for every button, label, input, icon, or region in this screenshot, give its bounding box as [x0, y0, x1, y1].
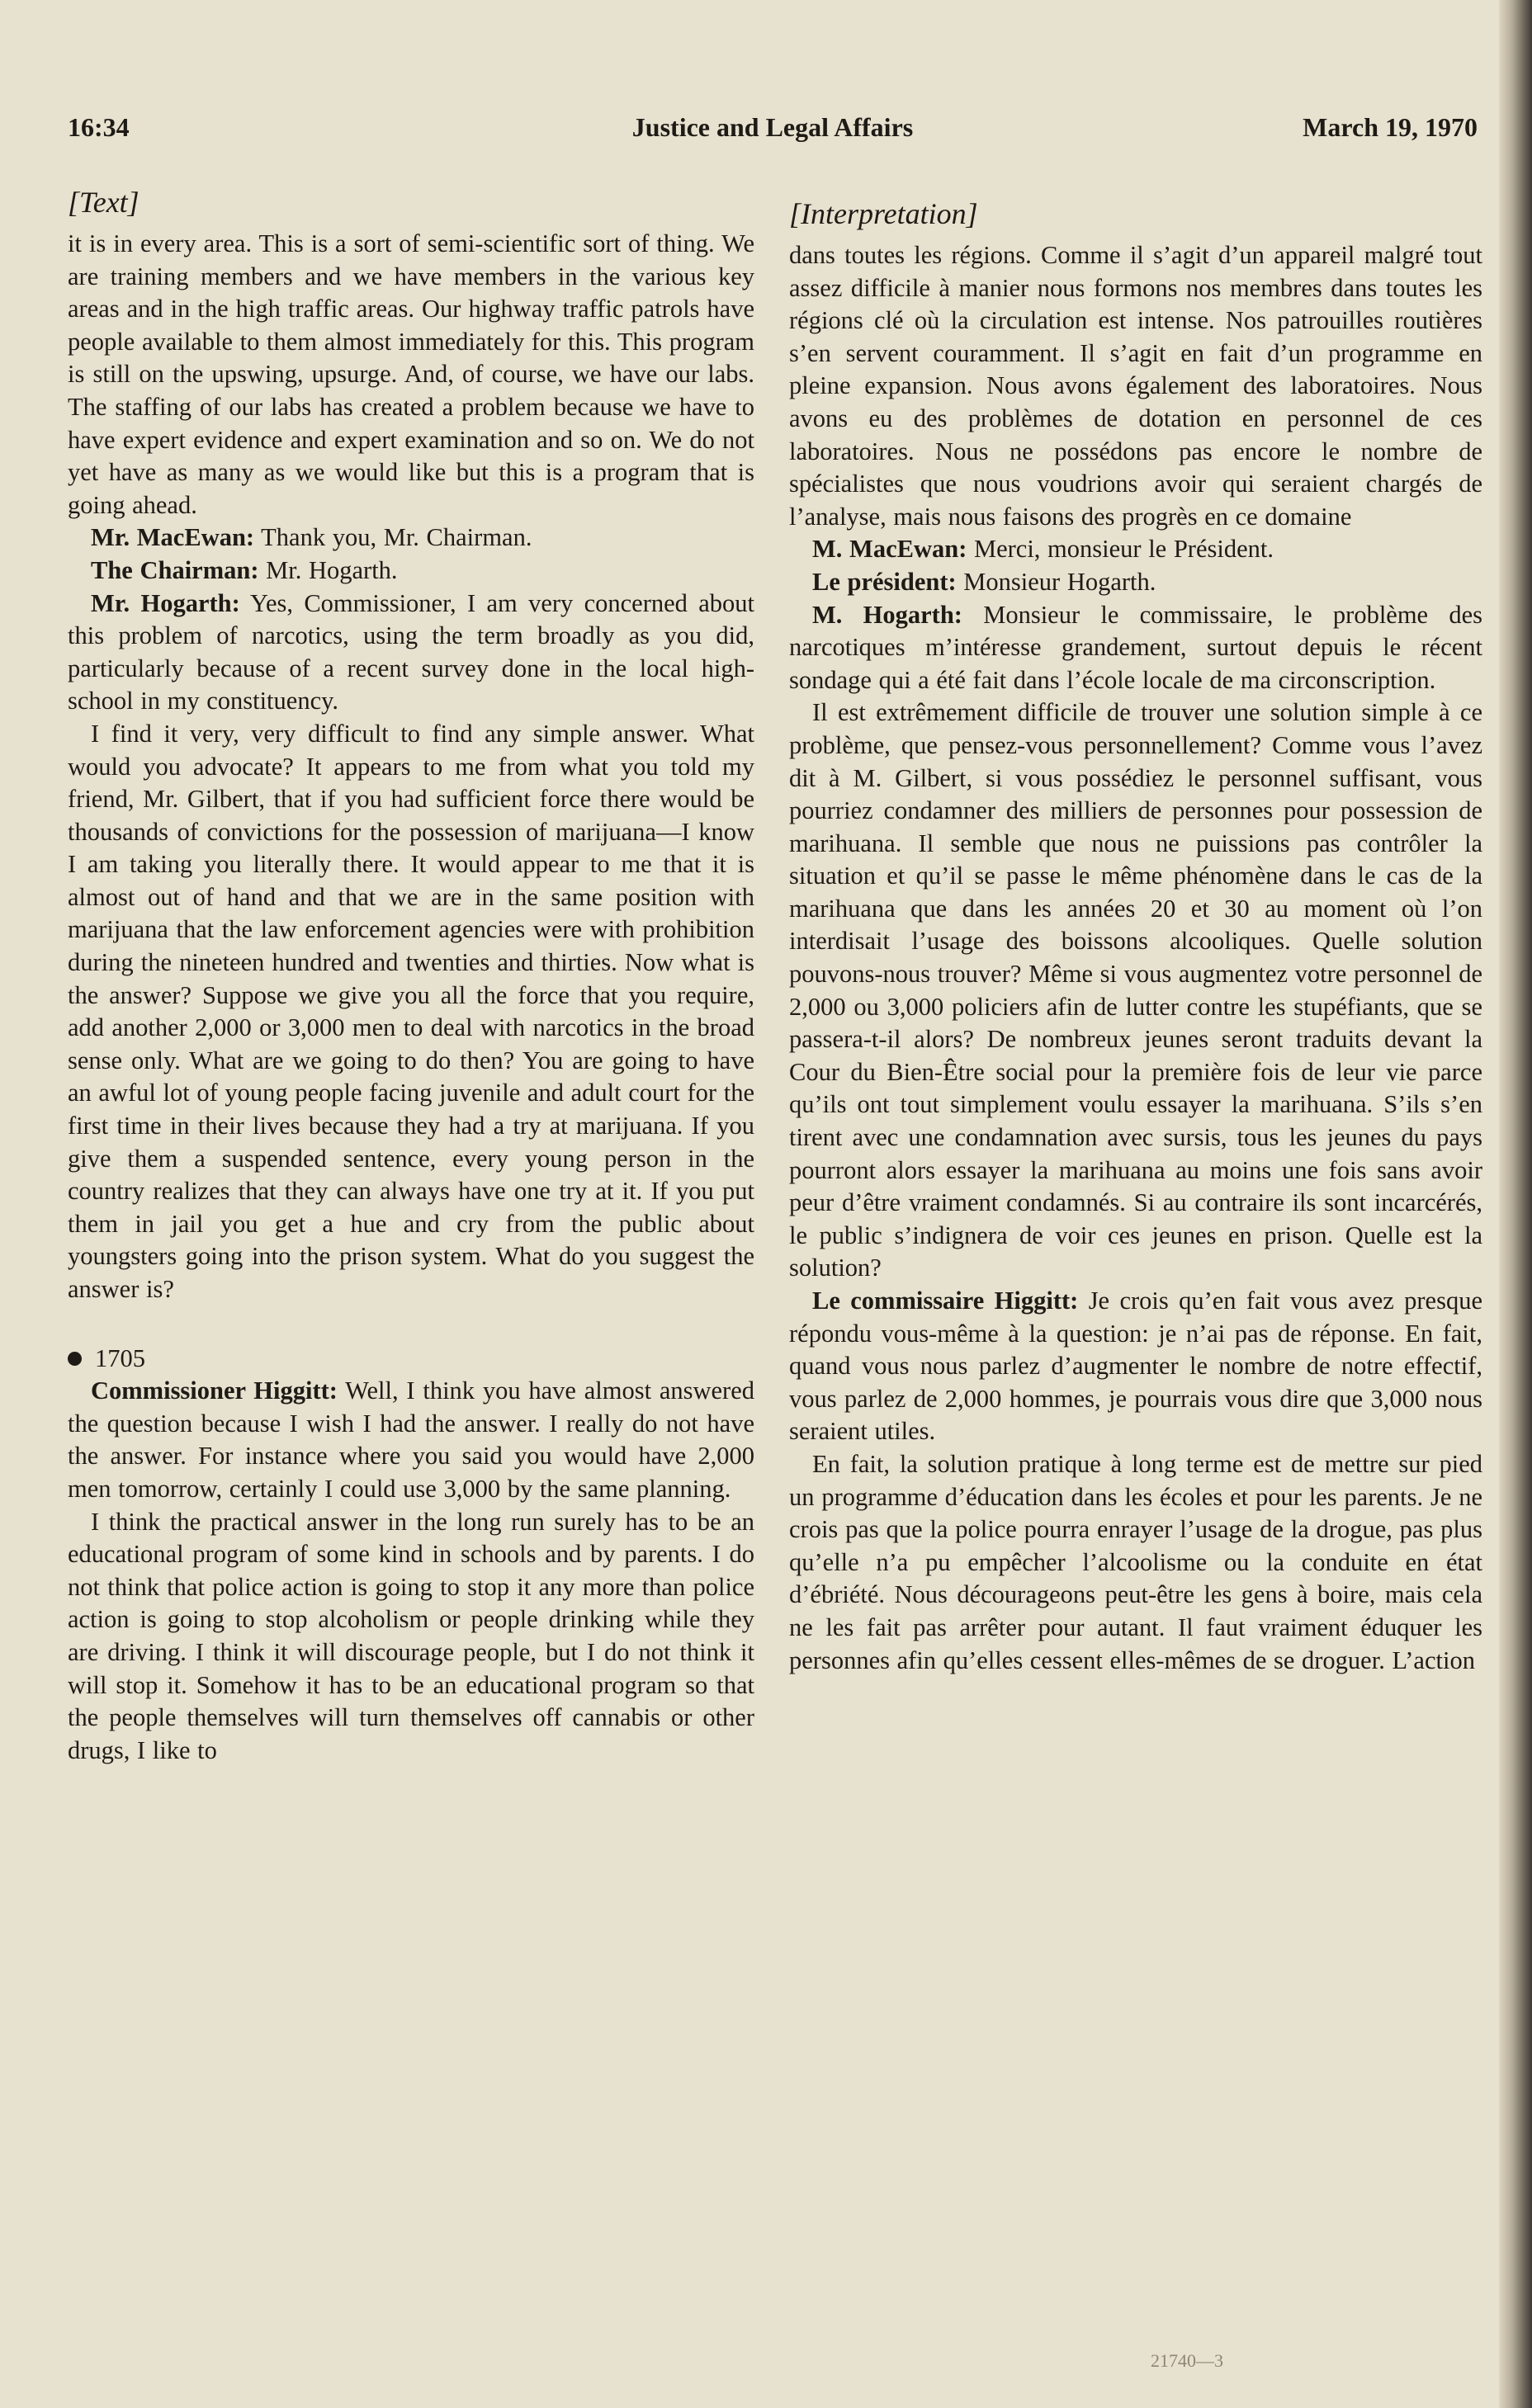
header-page-number: 16:34 [68, 112, 130, 142]
speech-paragraph [68, 555, 754, 588]
speaker-name: The Chairman: [91, 555, 259, 584]
paragraph: it is in every area. This is a sort of semi-scientific sort of thing. We are training members and we have members in the various key areas and in the high traffic areas. Our highway traffic patrols have people available to them almost immediately for this. This program is still on the upswing, upsurge. And, of course, we have our labs. The staffing of our labs has created a problem because we have to have expert evidence and expert examination and so on. We do not yet have as many as we would like but this is a program that is going ahead. [68, 229, 754, 519]
speaker-name: M. MacEwan: [812, 535, 967, 564]
french-column [789, 195, 1482, 1677]
speaker-name: Mr. MacEwan: [91, 523, 255, 552]
column-label-interpretation: [Interpretation] [789, 197, 978, 230]
speech-text: Well, I think you have almost answered the question because I wish I had the answer. I really do not have the answer. For instance where you said you would have 2,000 men tomorrow, certainly I could use 3,000 by the same planning. [68, 1376, 754, 1503]
footer-print-code: 21740—3 [1151, 2350, 1223, 2371]
speech-paragraph [68, 1375, 754, 1505]
speaker-name: Mr. Hogarth: [91, 588, 240, 617]
speech-text: Monsieur le commissaire, le problème des narcotiques m’intéresse grandement, surtout depuis le récent sondage qui a été fait dans l’école locale de ma circonscription. [789, 600, 1482, 694]
paragraph: En fait, la solution pratique à long terme est de mettre sur pied un programme d’éducation dans les écoles et pour les parents. Je ne crois pas que la police pourra enrayer l’usage de la drogue, pas plus qu’elle n’a pu empêcher l’alcoolisme ou la conduite en état d’ébriété. Nous décourageons peut-être les gens à boire, mais cela ne les fait pas arrêter pour autant. Il faut vraiment éduquer les personnes afin qu’elles cessent elles-mêmes de se droguer. L’action [789, 1449, 1482, 1674]
speech-paragraph [789, 566, 1482, 599]
speech-paragraph [68, 588, 754, 718]
speech-text: Monsieur Hogarth. [956, 567, 1156, 596]
time-marker-text: 1705 [95, 1343, 145, 1372]
english-column [68, 183, 754, 1767]
speech-paragraph [789, 599, 1482, 697]
bullet-icon [68, 1352, 82, 1366]
speech-paragraph [68, 522, 754, 555]
speech-text: Je crois qu’en fait vous avez presque répondu vous-même à la question: je n’ai pas de réponse. En fait, quand vous nous parlez d’augmenter le nombre de notre effectif, vous parlez de 2,000 hommes, je pourrais vous dire que 3,000 nous seraient utiles. [789, 1287, 1482, 1446]
speech-paragraph [789, 1285, 1482, 1448]
page-header [68, 112, 1478, 149]
paragraph: Il est extrêmement difficile de trouver une solution simple à ce problème, que pensez-vous personnellement? Comme vous l’avez dit à M. Gilbert, si vous possédiez le personnel suffisant, vous pourriez condamner des milliers de personnes pour possession de marihuana. Il semble que nous ne puissions pas contrôler la situation et qu’il se passe le même phénomène dans le cas de la marihuana que dans les années 20 et 30 au moment où l’on interdisait l’usage des boissons alcooliques. Quelle solution pouvons-nous trouver? Même si vous augmentez votre personnel de 2,000 ou 3,000 policiers afin de lutter contre les stupéfiants, que se passera-t-il alors? De nombreux jeunes seront traduits devant la Cour du Bien-Être social pour la première fois de leur vie parce qu’ils ont tout simplement voulu essayer la marihuana. S’ils s’en tirent avec une condamnation avec sursis, tous les jeunes du pays pourront alors essayer la marihuana au moins une fois sans avoir peur d’être vraiment condamnés. Si au contraire ils sont incarcérés, le public s’indignera de voir ces jeunes en prison. Quelle est la solution? [789, 698, 1482, 1282]
speaker-name: Le président: [812, 567, 957, 596]
header-title: Justice and Legal Affairs [631, 112, 914, 142]
speech-text: Thank you, Mr. Chairman. [254, 523, 532, 552]
speech-paragraph [789, 533, 1482, 566]
speaker-name: Commissioner Higgitt: [91, 1376, 338, 1405]
header-date: March 19, 1970 [1303, 112, 1478, 142]
column-label-text: [Text] [68, 186, 139, 219]
paragraph: I find it very, very difficult to find any simple answer. What would you advocate? It appears to me from what you told my friend, Mr. Gilbert, that if you had sufficient force there would be thousands of convictions for the possession of marijuana—I know I am taking you literally there. It would appear to me that it is almost out of hand and that we are in the same position with marijuana that the law enforcement agencies were with prohibition during the nineteen hundred and twenties and thirties. Now what is the answer? Suppose we give you all the force that you require, add another 2,000 or 3,000 men to deal with narcotics in the broad sense only. What are we going to do then? You are going to have an awful lot of young people facing juvenile and adult court for the first time in their lives because they had a try at marijuana. If you give them a suspended sentence, every young person in the country realizes that they can always have one try at it. If you put them in jail you get a hue and cry from the public about youngsters going into the prison system. What do you suggest the answer is? [68, 719, 754, 1303]
speech-text: Yes, Commissioner, I am very concerned about this problem of narcotics, using the term broadly as you did, particularly because of a recent survey done in the local high-school in my constituency. [68, 588, 754, 715]
time-marker [68, 1343, 754, 1376]
speech-text: Mr. Hogarth. [258, 555, 398, 584]
paragraph: dans toutes les régions. Comme il s’agit d’un appareil malgré tout assez difficile à manier nous formons nos membres dans toutes les régions clé où la circulation est intense. Nos patrouilles routières s’en servent couramment. Il s’agit en fait d’un programme en pleine expansion. Nous avons également des laboratoires. Nous avons eu des problèmes de dotation en personnel de ces laboratoires. Nous ne possédons pas encore le nombre de spécialistes que nous voudrions avoir qui seraient chargés de l’analyse, mais nous faisons des progrès en ce domaine [789, 241, 1482, 531]
speaker-name: M. Hogarth: [812, 600, 962, 629]
paragraph: I think the practical answer in the long run surely has to be an educational program of some kind in schools and by parents. I do not think that police action is going to stop it any more than police action is going to stop alcoholism or people drinking while they are driving. I think it will discourage people, but I do not think it will stop it. Somehow it has to be an educational program so that the people themselves will turn themselves off cannabis or other drugs, I like to [68, 1507, 754, 1764]
speech-text: Merci, monsieur le Président. [967, 535, 1274, 564]
speaker-name: Le commissaire Higgitt: [812, 1287, 1079, 1315]
page-binding-edge [1499, 0, 1532, 2408]
